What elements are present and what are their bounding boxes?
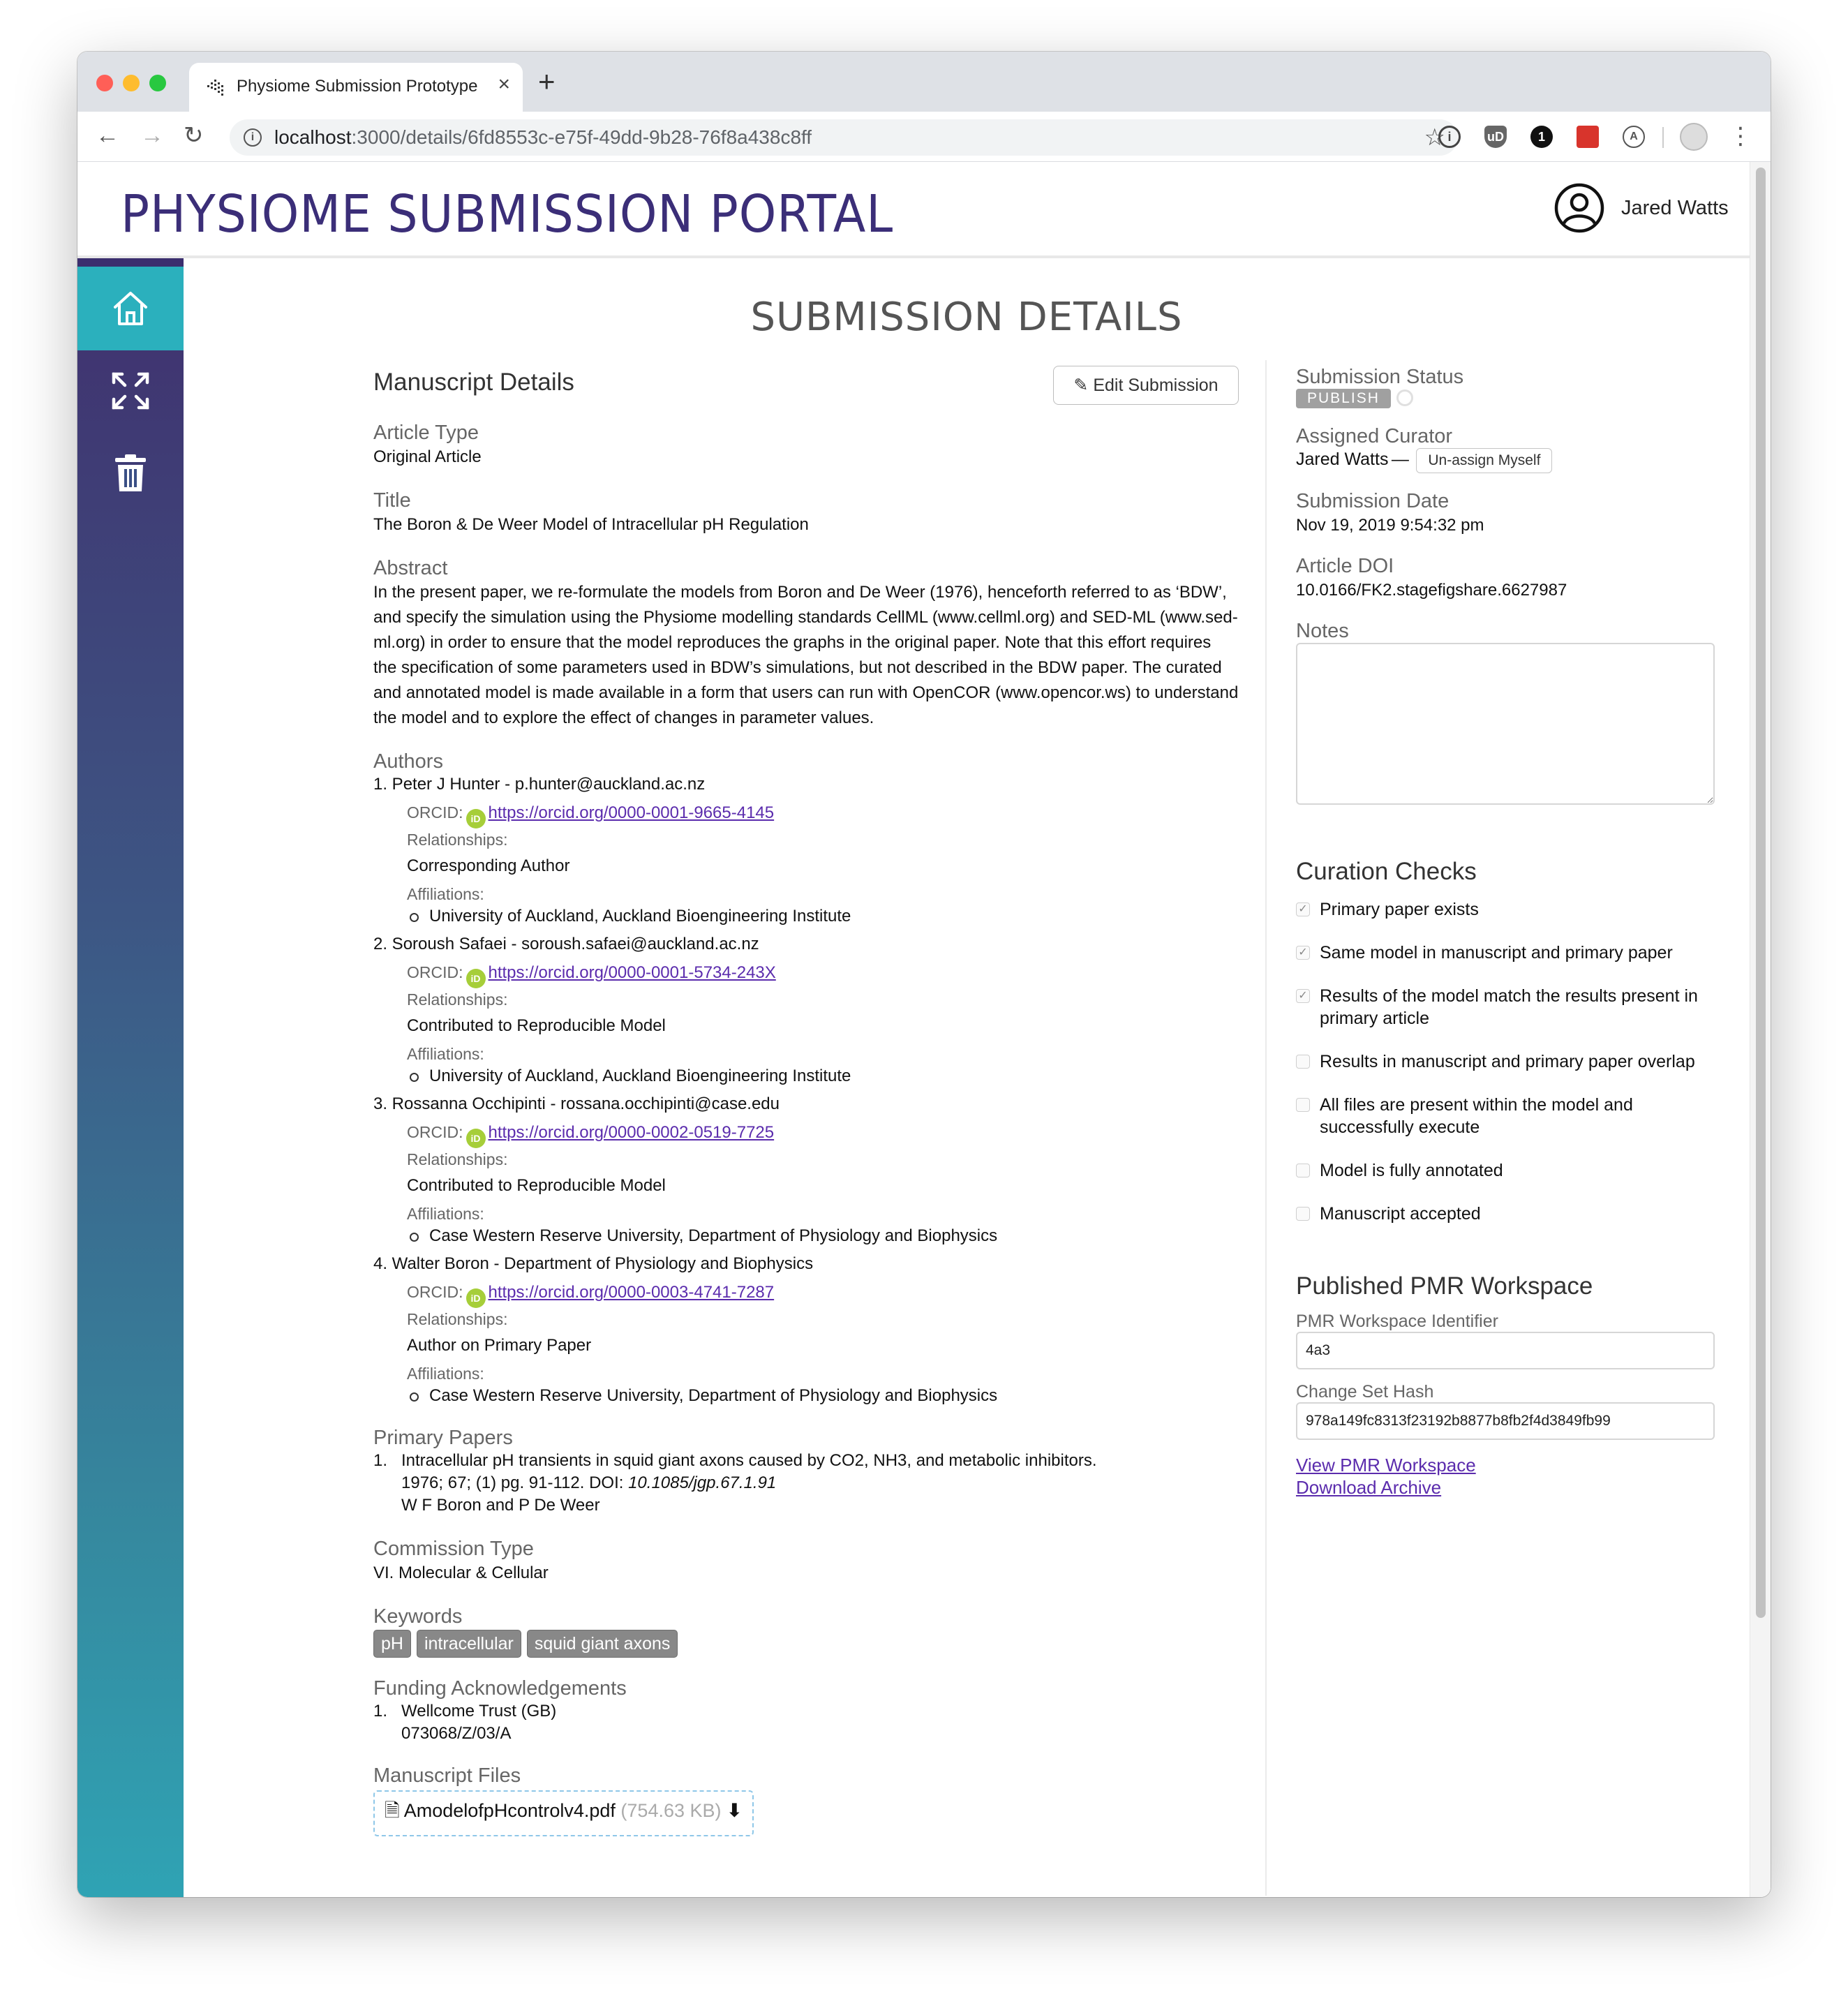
relationships-label: Relationships: [407,831,508,849]
affiliations-label: Affiliations: [407,885,484,903]
expand-icon [110,370,151,412]
primary-paper-citation: 1976; 67; (1) pg. 91-112. DOI: [401,1473,629,1492]
download-icon[interactable]: ⬇ [726,1800,743,1821]
address-bar[interactable] [230,119,1458,156]
curation-check-item[interactable] [1296,898,1715,921]
main-content [184,261,1750,1897]
primary-paper-authors: W F Boron and P De Weer [401,1496,600,1515]
curation-check-item[interactable] [1296,1094,1715,1138]
check-label: Results in manuscript and primary paper overlap [1320,1052,1695,1071]
page-scrollbar[interactable] [1750,162,1771,1897]
funding-grant: 073068/Z/03/A [401,1724,512,1743]
portal-title[interactable]: PHYSIOME SUBMISSION PORTAL [121,184,894,244]
abstract-label: Abstract [373,557,448,579]
orcid-link[interactable]: https://orcid.org/0000-0001-5734-243X [488,963,776,982]
author-name: 4. Walter Boron - Department of Physiology and Biophysics [373,1254,814,1273]
check-label: Results of the model match the results present in primary article [1320,986,1698,1028]
tab-title: Physiome Submission Prototype [237,77,478,96]
page-viewport [77,162,1771,1897]
sidebar-top-strip [77,258,184,267]
a-extension-icon[interactable]: A [1623,126,1645,148]
keywords-label: Keywords [373,1605,463,1628]
title-value: The Boron & De Weer Model of Intracellular pH Regulation [373,515,809,534]
commission-type-value: VI. Molecular & Cellular [373,1563,549,1582]
author-name: 3. Rossanna Occhipinti - rossana.occhipinti@case.edu [373,1094,780,1113]
loading-spinner-icon [1396,389,1413,406]
sidebar-item-expand[interactable] [77,350,184,433]
check-label: Model is fully annotated [1320,1161,1503,1180]
article-type-label: Article Type [373,422,479,444]
relationships-label: Relationships: [407,1310,508,1328]
back-arrow-icon[interactable]: ← [96,122,119,149]
sidebar [77,258,184,1897]
close-window-button[interactable] [96,75,113,91]
funding-item [373,1700,1239,1745]
url-text[interactable] [274,126,812,149]
author-name: 1. Peter J Hunter - p.hunter@auckland.ac.nz [373,775,706,794]
scrollbar-thumb[interactable] [1756,168,1766,1618]
relationship-value: Contributed to Reproducible Model [407,1176,666,1195]
author-name: 2. Soroush Safaei - soroush.safaei@auckland.ac.nz [373,935,759,953]
browser-menu-icon[interactable]: ⋮ [1729,123,1752,149]
checkbox-checked-icon[interactable]: ✓ [1296,946,1310,960]
password-extension-icon[interactable]: i [1438,126,1461,148]
notes-label: Notes [1296,620,1349,642]
orcid-icon: iD [466,809,486,828]
physiome-favicon-icon [206,78,227,96]
authors-label: Authors [373,750,443,773]
status-badge: PUBLISH [1296,389,1391,408]
new-tab-button[interactable]: + [538,65,556,98]
article-doi-label: Article DOI [1296,555,1394,577]
orcid-label: ORCID: [407,963,463,981]
keyword-tag: intracellular [417,1630,521,1658]
file-size: (754.63 KB) [620,1800,722,1821]
affiliations-label: Affiliations: [407,1205,484,1223]
minimize-window-button[interactable] [123,75,140,91]
bookmark-star-icon[interactable]: ☆ [1424,124,1445,151]
pencil-icon: ✎ [1073,376,1089,395]
curator-name: Jared Watts [1296,449,1389,469]
affiliations-label: Affiliations: [407,1365,484,1383]
commission-type-label: Commission Type [373,1538,534,1560]
onepassword-extension-icon[interactable]: 1 [1530,126,1553,148]
browser-tab[interactable] [189,63,523,112]
keyword-list [373,1630,1239,1658]
reload-icon[interactable]: ↻ [184,122,204,149]
checkbox-unchecked-icon[interactable] [1296,1164,1310,1177]
checkbox-unchecked-icon[interactable] [1296,1055,1310,1069]
unassign-button[interactable]: Un-assign Myself [1416,448,1552,473]
curation-check-item[interactable] [1296,1050,1715,1073]
orcid-label: ORCID: [407,803,463,822]
pmr-workspace-id-label: PMR Workspace Identifier [1296,1311,1498,1331]
orcid-link[interactable]: https://orcid.org/0000-0001-9665-4145 [488,803,775,822]
primary-paper-doi: 10.1085/jgp.67.1.91 [628,1473,777,1492]
submission-status-column [1296,366,1715,1499]
manuscript-details-heading: Manuscript Details [373,369,574,396]
author-item [373,1093,1239,1247]
curator-dash: — [1391,449,1409,469]
curation-check-item[interactable] [1296,1203,1715,1225]
red-extension-icon[interactable] [1577,126,1599,148]
pmr-workspace-id-input[interactable] [1296,1332,1715,1369]
page-title: SUBMISSION DETAILS [750,295,1183,340]
author-item [373,933,1239,1087]
tab-strip [77,52,1771,112]
affiliations-label: Affiliations: [407,1045,484,1063]
relationships-label: Relationships: [407,1150,508,1168]
home-icon [110,288,151,329]
funding-number: 1. [373,1702,388,1721]
relationship-value: Author on Primary Paper [407,1336,592,1355]
relationship-value: Contributed to Reproducible Model [407,1016,666,1035]
affiliation-item: University of Auckland, Auckland Bioengineering Institute [429,1065,1239,1087]
curation-check-item[interactable] [1296,1159,1715,1182]
article-doi-value: 10.0166/FK2.stagefigshare.6627987 [1296,581,1567,600]
pdf-file-icon: 🗎 [385,1800,400,1821]
curation-check-item[interactable] [1296,942,1715,964]
curation-checks-list [1296,898,1715,1225]
curation-check-item[interactable] [1296,985,1715,1030]
notes-textarea[interactable] [1296,643,1715,805]
download-archive-link[interactable]: Download Archive [1296,1477,1442,1498]
profile-avatar-icon[interactable] [1680,123,1708,151]
orcid-icon: iD [466,1288,486,1308]
orcid-icon: iD [466,1129,486,1148]
primary-paper-title: Intracellular pH transients in squid giant axons caused by CO2, NH3, and metabolic inhibitors. [401,1451,1097,1470]
app-header [77,162,1750,258]
check-label: Manuscript accepted [1320,1204,1481,1224]
primary-papers-label: Primary Papers [373,1427,513,1449]
manuscript-file[interactable] [373,1790,754,1836]
checkbox-checked-icon[interactable]: ✓ [1296,902,1310,916]
affiliation-item: Case Western Reserve University, Department of Physiology and Biophysics [429,1385,1239,1407]
check-label: All files are present within the model and successfully execute [1320,1095,1633,1137]
browser-window [77,52,1771,1897]
user-avatar-icon[interactable] [1554,183,1604,233]
maximize-window-button[interactable] [149,75,166,91]
view-pmr-workspace-link[interactable]: View PMR Workspace [1296,1455,1476,1476]
authors-list [373,773,1239,1407]
browser-toolbar [77,112,1771,162]
author-item [373,1253,1239,1407]
ublock-extension-icon[interactable]: uD [1484,126,1507,148]
affiliation-item: University of Auckland, Auckland Bioengineering Institute [429,905,1239,928]
check-label: Primary paper exists [1320,900,1479,919]
relationships-label: Relationships: [407,990,508,1009]
submission-date-label: Submission Date [1296,490,1450,512]
primary-paper-number: 1. [373,1451,388,1470]
forward-arrow-icon[interactable]: → [140,122,164,149]
manuscript-details-column [373,366,1239,1836]
sidebar-item-home[interactable] [77,267,184,350]
assigned-curator-label: Assigned Curator [1296,425,1453,447]
change-set-hash-label: Change Set Hash [1296,1382,1434,1402]
article-type-value: Original Article [373,447,482,466]
curation-checks-heading: Curation Checks [1296,858,1477,885]
funding-label: Funding Acknowledgements [373,1677,627,1700]
orcid-label: ORCID: [407,1283,463,1301]
checkbox-unchecked-icon[interactable] [1296,1207,1310,1221]
author-item [373,773,1239,928]
submission-date-value: Nov 19, 2019 9:54:32 pm [1296,516,1484,535]
file-name[interactable]: AmodelofpHcontrolv4.pdf [403,1800,616,1821]
info-icon[interactable]: i [244,128,262,147]
edit-submission-button[interactable] [1053,366,1239,405]
pmr-workspace-heading: Published PMR Workspace [1296,1272,1593,1300]
orcid-link[interactable]: https://orcid.org/0000-0002-0519-7725 [488,1123,775,1142]
sidebar-item-trash[interactable] [77,433,184,515]
edit-submission-label: Edit Submission [1093,376,1219,395]
change-set-hash-input[interactable] [1296,1402,1715,1440]
funding-name: Wellcome Trust (GB) [401,1702,557,1721]
toolbar-separator [1662,127,1664,148]
check-label: Same model in manuscript and primary paper [1320,943,1673,963]
orcid-icon: iD [466,969,486,988]
column-divider [1265,360,1267,1896]
keyword-tag: pH [373,1630,411,1658]
relationship-value: Corresponding Author [407,856,570,875]
checkbox-checked-icon[interactable]: ✓ [1296,989,1310,1003]
affiliation-item: Case Western Reserve University, Department of Physiology and Biophysics [429,1225,1239,1247]
primary-paper-item [373,1450,1239,1517]
orcid-link[interactable]: https://orcid.org/0000-0003-4741-7287 [488,1283,775,1302]
tab-close-icon[interactable]: × [498,73,510,96]
abstract-text: In the present paper, we re-formulate the models from Boron and De Weer (1976), henceforth referred to as ‘BDW’, and specify the simulation using the Physiome modelling standards CellML (www.cellml.org) and SED-ML (www.sed-ml.org) in order to ensure that the model reproduces the graphs in the original paper. Note that this effort requires the specification of some parameters used in BDW’s simulations, but not described in the BDW paper. The curated and annotated model is made available in a form that users can run with OpenCOR (www.opencor.ws) to understand the model and to explore the effect of changes in parameter values. [373,583,1239,727]
orcid-label: ORCID: [407,1123,463,1141]
manuscript-files-label: Manuscript Files [373,1764,521,1787]
user-name[interactable]: Jared Watts [1621,197,1729,219]
checkbox-unchecked-icon[interactable] [1296,1098,1310,1112]
url-path: :3000/details/6fd8553c-e75f-49dd-9b28-76f8a438c8ff [351,126,812,148]
trash-icon [110,452,151,494]
submission-status-label: Submission Status [1296,366,1464,388]
title-label: Title [373,489,411,512]
keyword-tag: squid giant axons [527,1630,678,1658]
url-host: localhost [274,126,352,148]
